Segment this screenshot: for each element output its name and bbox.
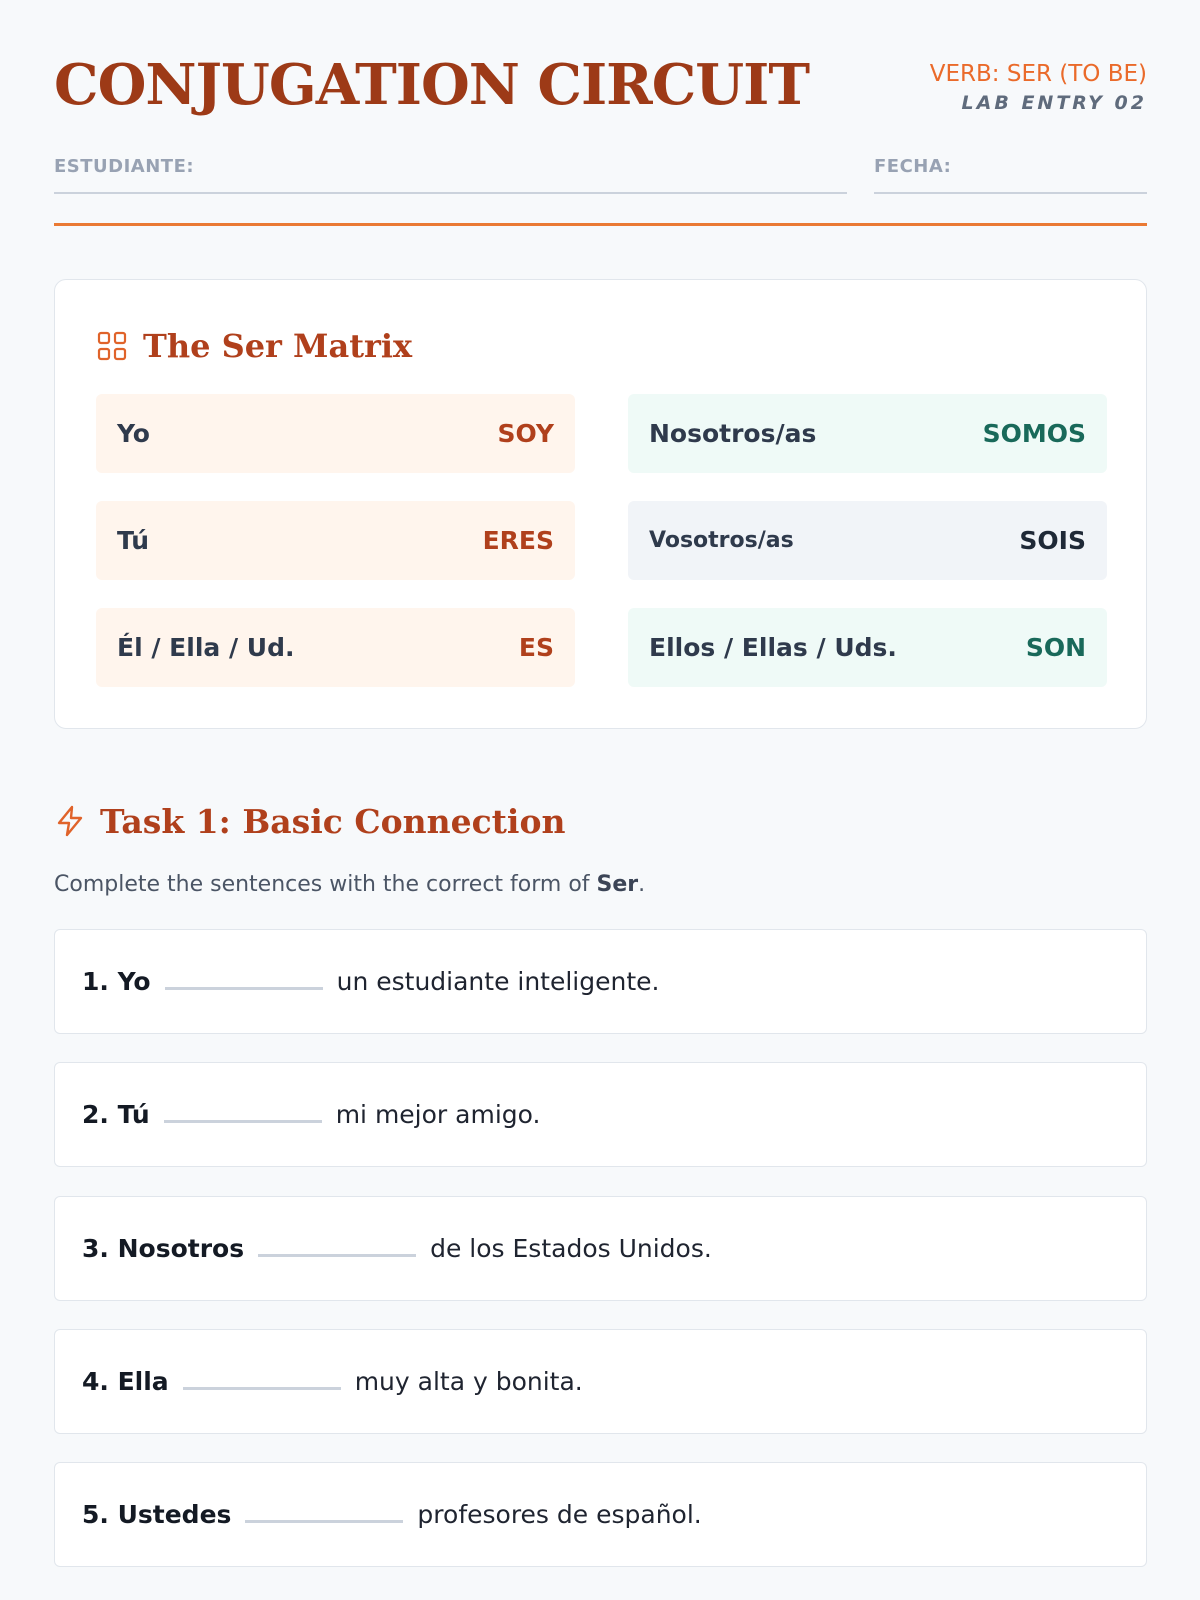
matrix-cell-tu	[96, 501, 575, 580]
item-sentence: de los Estados Unidos.	[430, 1234, 712, 1263]
verb-form: SOMOS	[982, 419, 1086, 448]
pronoun: Él / Ella / Ud.	[117, 633, 295, 662]
date-label: FECHA:	[874, 156, 952, 177]
matrix-cell-el-ella-ud	[96, 608, 575, 687]
header	[54, 0, 1147, 226]
pronoun: Ellos / Ellas / Uds.	[649, 633, 897, 662]
matrix-cell-nosotros	[628, 394, 1107, 473]
answer-blank[interactable]	[164, 1120, 322, 1123]
answer-blank[interactable]	[183, 1387, 341, 1390]
student-label: ESTUDIANTE:	[54, 156, 195, 177]
verb-form: ES	[518, 633, 554, 662]
matrix-cell-ellos-ellas-uds	[628, 608, 1107, 687]
instructions-end: .	[638, 872, 646, 897]
verb-form: SOY	[497, 419, 554, 448]
answer-blank[interactable]	[245, 1520, 403, 1523]
worksheet	[54, 0, 1147, 1529]
item-subject: 4. Ella	[82, 1367, 169, 1396]
answer-blank[interactable]	[165, 987, 323, 990]
lab-entry-label: LAB ENTRY 02	[961, 92, 1147, 114]
task1-heading	[54, 800, 565, 842]
pronoun: Vosotros/as	[649, 528, 794, 553]
item-subject: 1. Yo	[82, 967, 151, 996]
date-field[interactable]	[874, 156, 1147, 194]
exercise-item-2	[54, 1062, 1147, 1167]
item-subject: 2. Tú	[82, 1100, 150, 1129]
instructions-text: Complete the sentences with the correct form of	[54, 872, 597, 897]
exercise-item-1	[54, 929, 1147, 1034]
matrix-title: The Ser Matrix	[143, 327, 413, 365]
verb-form: SOIS	[1019, 526, 1086, 555]
item-subject: 5. Ustedes	[82, 1500, 232, 1529]
page-title: CONJUGATION CIRCUIT	[54, 52, 809, 118]
item-subject: 3. Nosotros	[82, 1234, 245, 1263]
grid-icon	[97, 331, 127, 361]
answer-blank[interactable]	[258, 1254, 416, 1257]
item-sentence: profesores de español.	[417, 1500, 702, 1529]
item-sentence: un estudiante inteligente.	[336, 967, 660, 996]
pronoun: Nosotros/as	[649, 419, 817, 448]
exercise-item-5	[54, 1462, 1147, 1567]
matrix-cell-vosotros	[628, 501, 1107, 580]
student-name-field[interactable]	[54, 156, 847, 194]
lightning-icon	[54, 805, 86, 837]
task1-title: Task 1: Basic Connection	[100, 801, 566, 841]
task1-instructions	[54, 872, 645, 897]
header-meta	[930, 60, 1147, 118]
pronoun: Yo	[117, 419, 150, 448]
pronoun: Tú	[117, 526, 150, 555]
exercise-item-4	[54, 1329, 1147, 1434]
item-sentence: mi mejor amigo.	[335, 1100, 541, 1129]
matrix-cell-yo	[96, 394, 575, 473]
item-sentence: muy alta y bonita.	[354, 1367, 583, 1396]
exercise-item-3	[54, 1196, 1147, 1301]
ser-matrix-card	[54, 279, 1147, 729]
instructions-verb: Ser	[596, 872, 639, 897]
matrix-heading	[97, 326, 412, 366]
verb-form: ERES	[482, 526, 554, 555]
verb-form: SON	[1025, 633, 1086, 662]
verb-label: VERB: SER (TO BE)	[929, 61, 1147, 87]
